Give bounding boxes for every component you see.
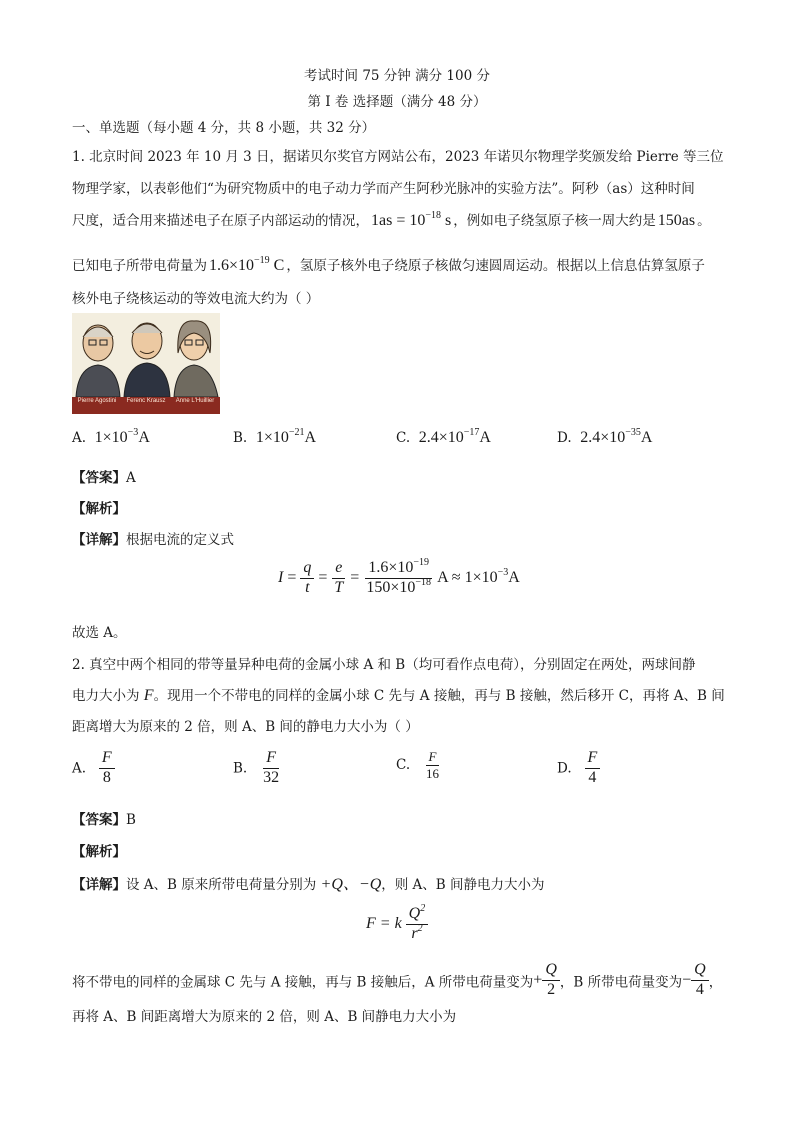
caption-lhuillier: Anne L'Huillier [175, 398, 215, 404]
q1-option-b: B. $1\times 10^{-21}A$ [233, 427, 317, 446]
q2-line3: 距离增大为原来的 2 倍，则 A、B 间的静电力大小为（ ） [72, 719, 419, 735]
q1-analysis-label: 【解析】 [72, 501, 126, 517]
q1-option-a: A. $1\times 10^{-3}A$ [72, 427, 150, 446]
q1-line5: 核外电子绕核运动的等效电流大约为（ ） [72, 291, 320, 307]
q2-line2: 电力大小为 F。现用一个不带电的同样的金属小球 C 先与 A 接触，再与 B 接触，然后移开 C，再将 A、B 间 [72, 687, 725, 704]
volume-title: 第 I 卷 选择题（满分 48 分） [307, 94, 487, 110]
q2-line1: 2. 真空中两个相同的带等量异种电荷的金属小球 A 和 B（均可看作点电荷），分别固定在两处，两球间静 [72, 657, 696, 673]
q2-line-last: 再将 A、B 间距离增大为原来的 2 倍，则 A、B 间静电力大小为 [72, 1009, 457, 1025]
q1-line3: 尺度，适合用来描述电子在原子内部运动的情况， $1as = 10^{-18}$ s ，例如电子绕氢原子核一周大约是 150as 。 [72, 210, 711, 229]
q1-current-formula: I = $\frac{q}{t}$ = $\frac{e}{T}$ = $\frac{1.6\times 10^{-19}}{150\times 10^{-18}}$ $A \approx 1\times 10^{-3}A$ [278, 557, 520, 596]
q2-option-d: D. $\frac{F}{4}$ [557, 750, 600, 787]
q1-line4: 已知电子所带电荷量为 $1.6\times 10^{-19}$ C ，氢原子核外电子绕原子核做匀速圆周运动。根据以上信息估算氢原子 [72, 255, 705, 274]
caption-krausz: Ferenc Krausz [126, 398, 166, 404]
q1-conclusion: 故选 A。 [72, 625, 127, 641]
q2-detail: 【详解】设 A、B 原来所带电荷量分别为 +Q、−Q，则 A、B 间静电力大小为 [72, 876, 545, 893]
q2-option-b: B. $\frac{F}{32}$ [233, 749, 280, 786]
q2-coulomb-formula: F = k $\frac{Q^2}{r^2}$ [366, 906, 428, 943]
q1-detail: 【详解】根据电流的定义式 [72, 532, 234, 548]
laureates-illustration [72, 313, 220, 414]
caption-agostini: Pierre Agostini [77, 398, 117, 404]
q1-line1: 1. 北京时间 2023 年 10 月 3 日，据诺贝尔奖官方网站公布，2023 年诺贝尔物理学奖颁发给 Pierre 等三位 [72, 149, 724, 165]
laureates-portrait-icon [72, 313, 220, 397]
q2-option-c: C. $\frac{F}{16}$ [396, 749, 440, 781]
exam-time: 考试时间 75 分钟 满分 100 分 [304, 68, 490, 84]
q2-line-after: 将不带电的同样的金属球 C 先与 A 接触，再与 B 接触后，A 所带电荷量变为+ $\frac{Q}{2}$ ，B 所带电荷量变为− $\frac{Q}{4}$ ， [72, 961, 723, 998]
q1-answer: 【答案】A [72, 470, 136, 486]
q2-analysis-label: 【解析】 [72, 844, 126, 860]
q2-answer: 【答案】B [72, 812, 136, 828]
q1-option-d: D. $2.4\times 10^{-35}A$ [557, 427, 653, 446]
q1-option-c: C. $2.4\times 10^{-17}A$ [396, 427, 491, 446]
q1-line2: 物理学家，以表彰他们“为研究物质中的电子动力学而产生阿秒光脉冲的实验方法”。阿秒（as）这种时间 [72, 181, 695, 197]
q2-option-a: A. $\frac{F}{8}$ [72, 750, 115, 787]
section-heading: 一、单选题（每小题 4 分，共 8 小题，共 32 分） [72, 120, 376, 136]
